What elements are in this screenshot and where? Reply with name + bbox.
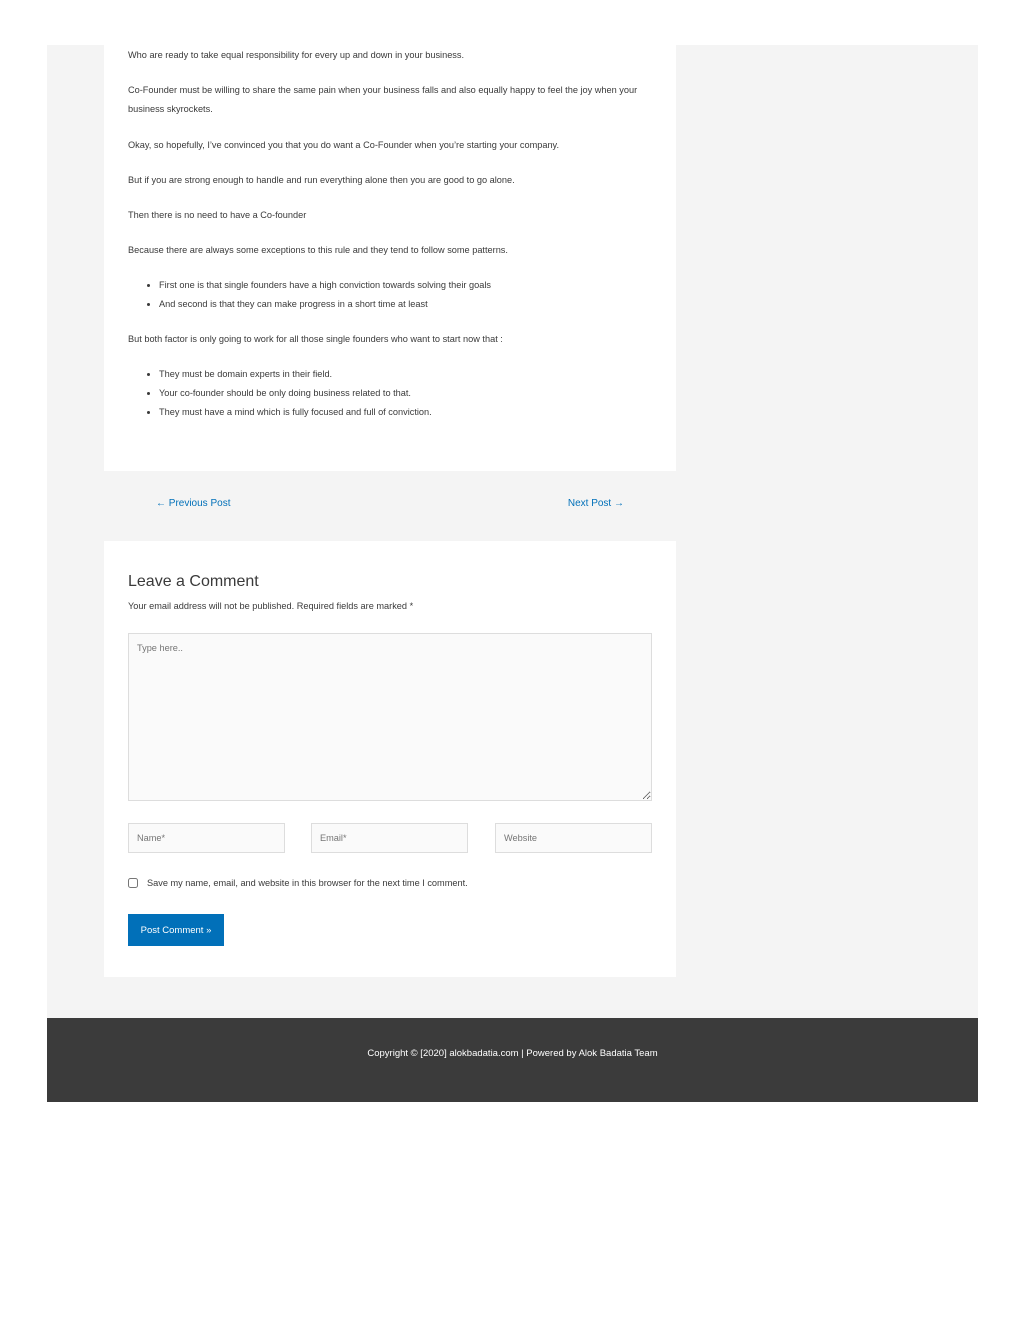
cookies-consent-row	[128, 878, 468, 888]
site-footer	[47, 1018, 978, 1102]
site-content	[47, 45, 978, 1018]
list-item: • Your co-founder should be only doing business related to that.	[159, 384, 432, 403]
post-navigation	[104, 493, 676, 517]
list-item: • They must be domain experts in their field.	[159, 365, 432, 384]
article-card	[104, 45, 676, 471]
website-field[interactable]	[495, 823, 652, 853]
list-item: • First one is that single founders have a high conviction towards solving their goals	[159, 276, 491, 295]
list-item: • And second is that they can make progress in a short time at least	[159, 295, 491, 314]
comment-form-title: Leave a Comment	[128, 573, 259, 590]
comment-form-card	[104, 541, 676, 977]
previous-post-link[interactable]: ← Previous Post	[156, 498, 231, 509]
cookies-consent-checkbox[interactable]	[128, 878, 138, 888]
article-paragraph: But both factor is only going to work for all those single founders who want to start now that :	[128, 334, 503, 344]
comment-textarea[interactable]	[128, 633, 652, 801]
footer-copyright: Copyright © [2020] alokbadatia.com | Powered by Alok Badatia Team	[367, 1048, 658, 1059]
article-paragraph: But if you are strong enough to handle and run everything alone then you are good to go alone.	[128, 175, 515, 185]
article-paragraph: Then there is no need to have a Co-founder	[128, 210, 307, 220]
article-paragraph: Okay, so hopefully, I’ve convinced you that you do want a Co-Founder when you’re starting your company.	[128, 140, 560, 150]
email-field[interactable]	[311, 823, 468, 853]
cookies-consent-label: Save my name, email, and website in this browser for the next time I comment.	[147, 878, 468, 888]
next-post-link[interactable]: Next Post →	[567, 498, 624, 509]
article-list	[128, 365, 432, 422]
article-paragraph: Co-Founder must be willing to share the same pain when your business falls and also equally happy to feel the joy when your business skyrockets.	[128, 85, 638, 114]
post-comment-button[interactable]: Post Comment »	[128, 914, 224, 946]
article-list	[128, 276, 491, 314]
list-item: • They must have a mind which is fully focused and full of conviction.	[159, 403, 432, 422]
article-paragraph: Because there are always some exceptions to this rule and they tend to follow some patterns.	[128, 245, 508, 255]
article-paragraph: Who are ready to take equal responsibility for every up and down in your business.	[128, 50, 465, 60]
name-field[interactable]	[128, 823, 285, 853]
comment-notes: Your email address will not be published. Required fields are marked *	[128, 601, 414, 611]
